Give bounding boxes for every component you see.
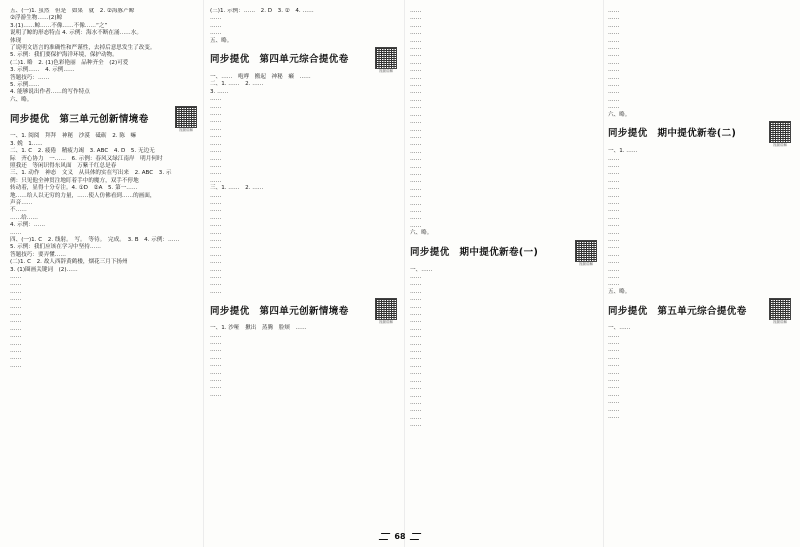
answer-line: …… <box>608 414 620 421</box>
answer-line: …… <box>410 96 422 103</box>
answer-line: 答题技巧：…… <box>10 74 50 81</box>
answer-line: …… <box>410 325 422 332</box>
answer-line: …… <box>410 30 422 37</box>
answer-line: …… <box>410 156 422 163</box>
answer-line: …… <box>608 37 620 44</box>
section-title: 同步提优 期中提优新卷(二) <box>608 128 737 140</box>
answer-line: …… <box>608 22 620 29</box>
answer-line: …… <box>210 111 222 118</box>
answer-line: ②浮游生物……(2)鲸 <box>10 15 63 22</box>
answer-line: …… <box>608 89 620 96</box>
answer-line: …… <box>608 259 620 266</box>
answer-line: …… <box>410 414 422 421</box>
answer-line: 声音…… <box>10 199 33 206</box>
answer-line: …… <box>210 259 222 266</box>
answer-line: …… <box>608 155 620 162</box>
answer-line: 3.(1)……鲸……不像……不像……“之” <box>10 22 108 29</box>
answer-line: …… <box>608 45 620 52</box>
answer-line: …… <box>608 347 620 354</box>
answer-line: …… <box>10 281 22 288</box>
answer-line: …… <box>210 118 222 125</box>
qr-code-icon <box>769 298 791 320</box>
answer-line: 四、(一)1. C 2. 线射。 写。 等待。 完成。 3. B 4. 示例：…… <box>10 236 180 243</box>
qr-code-icon <box>769 121 791 143</box>
answer-line: …… <box>608 59 620 66</box>
answer-line: 五、(一)1. 虽然 但是 如果 就 2. ②海豚产鲸 <box>10 8 135 14</box>
answer-line: …… <box>608 104 620 111</box>
footer-ornament-left <box>378 533 390 540</box>
answer-line: …… <box>410 422 422 429</box>
answer-line: 体现 <box>10 37 22 44</box>
answer-line: …… <box>608 177 620 184</box>
answer-line: …… <box>608 214 620 221</box>
answer-line: 六、略。 <box>10 96 33 103</box>
page-number: 68 <box>394 532 406 541</box>
answer-line: ……给…… <box>10 214 38 221</box>
section-header <box>608 123 792 148</box>
answer-line: …… <box>210 140 222 147</box>
qr-code-block <box>574 240 598 266</box>
answer-line: …… <box>210 170 222 177</box>
answer-line: …… <box>410 74 422 81</box>
answer-line: …… <box>608 229 620 236</box>
answer-line: …… <box>210 207 222 214</box>
answer-line: 三、1. …… 2. …… <box>210 185 264 192</box>
answer-line: …… <box>210 244 222 251</box>
answer-line: …… <box>210 340 222 347</box>
answer-line: …… <box>608 30 620 37</box>
qr-caption: 视频讲解 <box>773 320 787 325</box>
answer-line: …… <box>10 229 22 236</box>
column-2 <box>210 8 398 520</box>
qr-caption: 视频讲解 <box>379 320 393 325</box>
answer-line: …… <box>210 354 222 361</box>
answer-line: …… <box>410 222 422 229</box>
answer-line: …… <box>210 347 222 354</box>
qr-caption: 视频讲解 <box>579 261 593 266</box>
answer-line: …… <box>608 207 620 214</box>
answer-line: …… <box>10 362 22 369</box>
answer-line: …… <box>210 369 222 376</box>
section-title: 同步提优 第四单元创新情境卷 <box>210 305 349 317</box>
answer-line: …… <box>410 348 422 355</box>
answer-line: …… <box>210 15 222 22</box>
answer-line: …… <box>210 148 222 155</box>
qr-code-block <box>374 47 398 73</box>
answer-line: …… <box>210 96 222 103</box>
answer-line: …… <box>210 30 222 37</box>
answer-line: …… <box>608 340 620 347</box>
answer-line: …… <box>608 391 620 398</box>
answer-line: …… <box>410 178 422 185</box>
answer-line: 5. 示例：我们应该在学习中坚持…… <box>10 244 102 251</box>
answer-line: …… <box>210 133 222 140</box>
answer-line: …… <box>210 391 222 398</box>
footer-ornament-right <box>410 533 422 540</box>
answer-line: …… <box>410 333 422 340</box>
answer-line: …… <box>608 274 620 280</box>
column-divider <box>203 0 204 547</box>
answer-line: 3. (1)圈画关键词 (2)…… <box>10 266 78 273</box>
answer-line: …… <box>10 318 22 325</box>
answer-line: …… <box>608 8 620 14</box>
answer-line: …… <box>608 162 620 169</box>
answer-line: …… <box>210 362 222 369</box>
answer-line: …… <box>608 362 620 369</box>
answer-line: …… <box>608 377 620 384</box>
section-header <box>410 242 598 264</box>
answer-line: …… <box>608 266 620 273</box>
answer-line: 5. 示例…… <box>10 82 40 89</box>
answer-line: …… <box>210 155 222 162</box>
answer-line: …… <box>410 15 422 22</box>
answer-line: …… <box>410 274 422 280</box>
answer-line: …… <box>608 185 620 192</box>
section-title: 同步提优 第五单元综合提优卷 <box>608 305 747 317</box>
answer-line: 了说明文语言的准确性和严谨性，去掉后意思发生了改变。 <box>10 45 156 52</box>
answer-line: …… <box>410 296 422 303</box>
answer-line: (二)1. 略 2. (1)色彩艳丽 品种齐全 (2)可爱 <box>10 59 129 66</box>
answer-line: …… <box>410 89 422 96</box>
answer-line: 3. 示例…… 4. 示例…… <box>10 67 75 74</box>
qr-code-icon <box>375 298 397 320</box>
column-divider <box>603 0 604 547</box>
section-header <box>608 300 792 325</box>
answer-line: …… <box>608 199 620 206</box>
answer-line: 六、略。 <box>608 111 631 118</box>
answer-line: …… <box>210 281 222 288</box>
answer-line: …… <box>608 251 620 258</box>
answer-line: …… <box>210 162 222 169</box>
answer-line: …… <box>410 377 422 384</box>
answer-line: 一、…… <box>410 266 433 273</box>
answer-line: …… <box>608 15 620 22</box>
answer-line: 一、…… 咆哮 搬起 神秘 癞 …… <box>210 74 311 81</box>
answer-line: …… <box>210 222 222 229</box>
answer-line: 一、1. 沙哑 揪出 蒸腾 脸颊 …… <box>210 325 307 332</box>
answer-line: …… <box>10 311 22 318</box>
answer-line: …… <box>410 340 422 347</box>
answer-line: 3. 娩 1...... <box>10 140 43 147</box>
answer-line: …… <box>210 332 222 339</box>
answer-line: …… <box>608 332 620 339</box>
answer-line: …… <box>210 199 222 206</box>
qr-code-block <box>768 121 792 147</box>
section-title: 同步提优 期中提优新卷(一) <box>410 246 539 258</box>
answer-line: 4. 能够说出作者……的写作特点 <box>10 89 90 96</box>
answer-line: …… <box>410 111 422 118</box>
answer-line: …… <box>410 392 422 399</box>
answer-line: …… <box>10 288 22 295</box>
answer-line: …… <box>210 103 222 110</box>
qr-caption: 视频讲解 <box>773 143 787 148</box>
answer-line: …… <box>410 37 422 44</box>
answer-line: …… <box>210 266 222 273</box>
qr-code-block <box>174 106 198 132</box>
answer-line: 一、1. …… <box>608 148 638 155</box>
answer-line: …… <box>410 303 422 310</box>
answer-line: …… <box>210 384 222 391</box>
answer-line: …… <box>608 236 620 243</box>
answer-line: …… <box>10 355 22 362</box>
answer-line: 答题技巧：要弄懂…… <box>10 251 66 258</box>
answer-line: …… <box>410 370 422 377</box>
answer-line: …… <box>210 274 222 280</box>
qr-caption: 视频讲解 <box>179 128 193 133</box>
answer-line: …… <box>608 399 620 406</box>
answer-line: …… <box>210 251 222 258</box>
answer-line: …… <box>210 377 222 384</box>
answer-line: …… <box>410 126 422 133</box>
answer-line: …… <box>608 67 620 74</box>
answer-line: …… <box>210 22 222 29</box>
section-header <box>210 49 398 74</box>
answer-line: 际 齐心协力 一…… 6. 示例：春风又绿江南岸 明月何时 <box>10 155 163 162</box>
answer-line: …… <box>410 133 422 140</box>
answer-line: …… <box>410 200 422 207</box>
answer-line: …… <box>210 177 222 184</box>
answer-line: …… <box>410 22 422 29</box>
column-4 <box>608 8 792 520</box>
column-3 <box>410 8 598 520</box>
answer-line: (二)1. C 2. 故人西辞黄鹤楼，烟花三月下扬州 <box>10 259 128 266</box>
column-1 <box>10 8 198 520</box>
answer-line: …… <box>10 333 22 340</box>
answer-line: 转动着，显得十分专注。4. ①D ②A 5. 第一…… <box>10 185 138 192</box>
answer-line: …… <box>210 229 222 236</box>
answer-line: …… <box>10 325 22 332</box>
answer-line: …… <box>410 362 422 369</box>
answer-line: …… <box>608 74 620 81</box>
answer-line: …… <box>410 141 422 148</box>
answer-line: …… <box>10 340 22 347</box>
answer-line: …… <box>410 185 422 192</box>
answer-line: 六、略。 <box>410 230 433 237</box>
qr-code-block <box>768 298 792 324</box>
answer-line: …… <box>10 274 22 280</box>
answer-line: …… <box>410 318 422 325</box>
answer-line: 三、1. 动作 神态 文义 从具体的实在写出来 2. ABC 3. 示 <box>10 170 172 177</box>
answer-line: …… <box>410 82 422 89</box>
answer-line: …… <box>210 192 222 199</box>
answer-line: …… <box>10 348 22 355</box>
answer-line: …… <box>608 244 620 251</box>
answer-line: 一、…… <box>608 325 631 332</box>
answer-line: …… <box>210 125 222 132</box>
answer-line: …… <box>410 45 422 52</box>
section-title: 同步提优 第三单元创新情境卷 <box>10 113 149 125</box>
qr-code-icon <box>575 240 597 262</box>
answer-line: …… <box>410 148 422 155</box>
section-header <box>210 300 398 325</box>
answer-line: …… <box>608 281 620 288</box>
answer-line: 不…… <box>10 207 27 214</box>
answer-line: …… <box>608 369 620 376</box>
answer-line: …… <box>410 281 422 288</box>
answer-line: …… <box>410 67 422 74</box>
answer-line: 五、略。 <box>608 288 631 295</box>
answer-line: 照我还 等闲识得东风面 万紫千红总是春 <box>10 162 117 169</box>
answer-line: …… <box>210 214 222 221</box>
answer-line: …… <box>10 296 22 303</box>
answer-line: …… <box>410 215 422 222</box>
qr-code-block <box>374 298 398 324</box>
answer-line: …… <box>410 399 422 406</box>
answer-line: 地……给人以无穷的力量，……使人仿佛看到……的画面， <box>10 192 156 199</box>
answer-line: …… <box>410 170 422 177</box>
answer-line: …… <box>410 104 422 111</box>
answer-line: …… <box>410 52 422 59</box>
column-divider <box>404 0 405 547</box>
answer-line: 例：只见他全神贯注地盯着手中的魔方，双手不停地 <box>10 177 139 184</box>
answer-line: …… <box>608 384 620 391</box>
page-footer <box>0 532 800 541</box>
qr-code-icon <box>175 106 197 128</box>
section-title: 同步提优 第四单元综合提优卷 <box>210 54 349 66</box>
answer-line: …… <box>410 163 422 170</box>
qr-code-icon <box>375 47 397 69</box>
answer-line: …… <box>608 222 620 229</box>
answer-line: 二、1. …… 2. …… <box>210 81 264 88</box>
qr-caption: 视频讲解 <box>379 69 393 74</box>
answer-line: …… <box>410 385 422 392</box>
answer-line: …… <box>410 193 422 200</box>
answer-line: …… <box>410 119 422 126</box>
answer-line: …… <box>210 236 222 243</box>
answer-line: …… <box>210 288 222 295</box>
answer-line: …… <box>608 406 620 413</box>
answer-line: …… <box>410 288 422 295</box>
answer-line: 二、1. C 2. 疲倦 精疲力竭 3. ABC 4. D 5. 无边无 <box>10 148 155 155</box>
answer-line: …… <box>608 52 620 59</box>
answer-line: 一、1. 阅阅 拜拜 神秘 沙漠 砥砺 2. 陈 嘛 <box>10 133 137 140</box>
answer-line: …… <box>608 354 620 361</box>
answer-line: …… <box>410 355 422 362</box>
answer-line: 五、略。 <box>210 37 233 44</box>
section-header <box>10 108 198 133</box>
answer-line: (三)1. 示例：…… 2. D 3. ② 4. …… <box>210 8 314 14</box>
answer-line: 说明了鲸的形态特点 4. 示例：海水不断在涌……水。 <box>10 30 142 37</box>
answer-line: 4. 示例：…… <box>10 222 46 229</box>
answer-line: …… <box>608 170 620 177</box>
answer-line: …… <box>608 96 620 103</box>
answer-line: …… <box>410 407 422 414</box>
answer-line: 3. …… <box>210 88 229 95</box>
answer-line: …… <box>410 311 422 318</box>
answer-line: 5. 示例：我们要保护海洋环境，保护动物。 <box>10 52 118 59</box>
answer-line: …… <box>410 207 422 214</box>
answer-line: …… <box>410 59 422 66</box>
answer-line: …… <box>10 303 22 310</box>
answer-line: …… <box>410 8 422 14</box>
answer-line: …… <box>608 82 620 89</box>
answer-line: …… <box>608 192 620 199</box>
